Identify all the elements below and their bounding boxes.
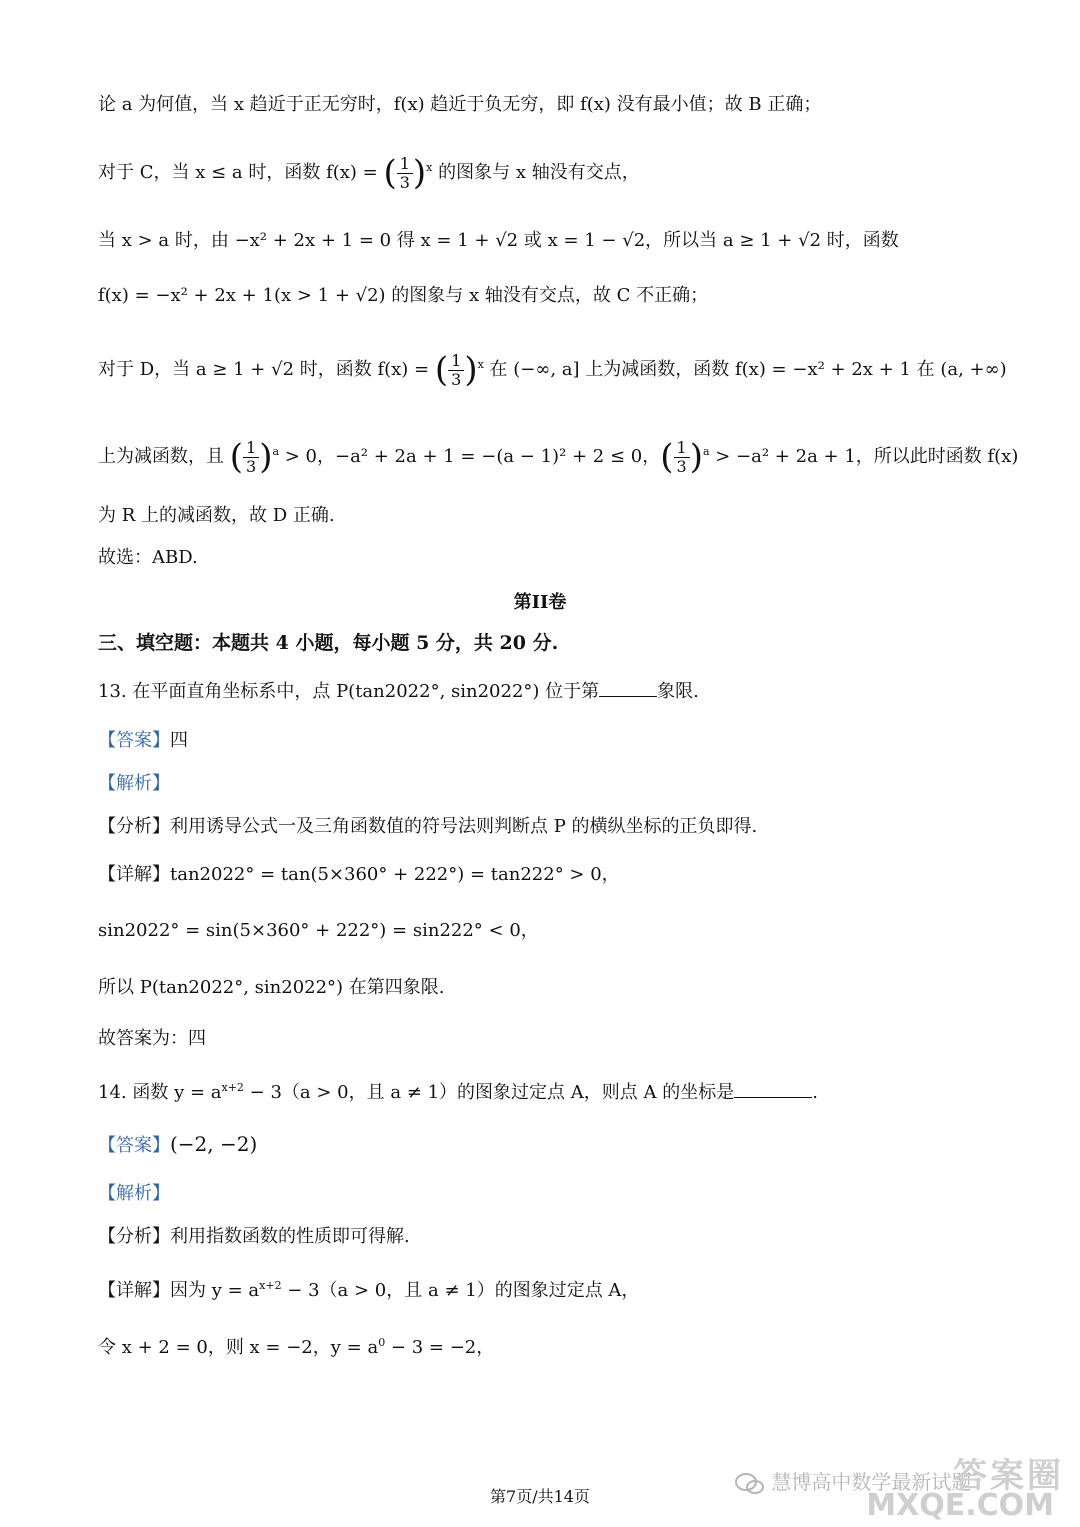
q13-stem: 13. 在平面直角坐标系中，点 P(tan2022°, sin2022°) 位于第 象限. bbox=[98, 678, 699, 705]
line-option-d-conclusion: 为 R 上的减函数，故 D 正确. bbox=[98, 505, 335, 526]
part-heading: 三、填空题：本题共 4 小题，每小题 5 分，共 20 分. bbox=[98, 632, 559, 654]
q13-analysis-label: 【解析】 bbox=[98, 773, 170, 794]
fraction-one-third: $\frac{1}{3}$ bbox=[397, 155, 413, 192]
line-option-c-text-a: 对于 C，当 x ≤ a 时，函数 f(x) = bbox=[98, 162, 384, 183]
page-number: 第7页/共14页 bbox=[490, 1487, 590, 1506]
q13-step1: 【详解】tan2022° = tan(5×360° + 222°) = tan222° > 0， bbox=[98, 864, 620, 885]
fraction-one-third: $\frac{1}{3}$ bbox=[243, 439, 259, 476]
q14-answer: 【答案】(−2, −2) bbox=[98, 1132, 258, 1156]
line-option-d-cont-b: > 0，−a² + 2a + 1 = −(a − 1)² + 2 ≤ 0， bbox=[279, 446, 661, 467]
line-case-x-gt-a: 当 x > a 时，由 −x² + 2x + 1 = 0 得 x = 1 + √2 或 x = 1 − √2，所以当 a ≥ 1 + √2 时，函数 bbox=[98, 230, 899, 251]
q13-step2: sin2022° = sin(5×360° + 222°) = sin222° < 0， bbox=[98, 920, 539, 941]
q14-stem: 14. 函数 $y = a^{x+2} - 3(a > 0$，且 a ≠ 1）的图象过定点 A，则点 A 的坐标是 . bbox=[98, 1081, 818, 1103]
line-option-d-cont-c: > −a² + 2a + 1，所以此时函数 f(x) bbox=[709, 446, 1019, 467]
fraction-one-third: $\frac{1}{3}$ bbox=[448, 352, 464, 389]
line-option-d-text-a: 对于 D，当 a ≥ 1 + √2 时，函数 f(x) = bbox=[98, 359, 435, 380]
line-choice: 故选：ABD. bbox=[98, 547, 198, 568]
line-option-d-text-b: 在 (−∞, a] 上为减函数，函数 f(x) = −x² + 2x + 1 在 (a, +∞) bbox=[483, 359, 1007, 380]
line-option-c: 对于 C，当 x ≤ a 时，函数 f(x) = ( $\frac{1}{3}$ )$^x$ 的图象与 x 轴没有交点， bbox=[98, 153, 640, 193]
wechat-watermark: 慧博高中数学最新试题 bbox=[735, 1466, 971, 1495]
line-option-d-cont: 上为减函数，且 ( $\frac{1}{3}$ )$^a$ > 0，−a² + 2a + 1 = −(a − 1)² + 2 ≤ 0，( $\frac{1}{3}$ )$^a$ > −a² + 2a + 1，所以此时函数 f(x) bbox=[98, 437, 1019, 477]
q13-step3: 所以 P(tan2022°, sin2022°) 在第四象限. bbox=[98, 977, 445, 998]
q14-step2: 令 x + 2 = 0，则 x = −2，$y = a^0 - 3 = -2$， bbox=[98, 1336, 495, 1358]
site-watermark: MXQE.COM bbox=[866, 1488, 1054, 1523]
line-option-c-text-b: 的图象与 x 轴没有交点， bbox=[432, 162, 640, 183]
line-option-d: 对于 D，当 a ≥ 1 + √2 时，函数 f(x) = ( $\frac{1}{3}$ )$^x$ 在 (−∞, a] 上为减函数，函数 f(x) = −x² + 2x + 1 在 (a, +∞) bbox=[98, 350, 1007, 390]
q13-fenxi: 【分析】利用诱导公式一及三角函数值的符号法则判断点 P 的横纵坐标的正负即得. bbox=[98, 816, 758, 837]
line-option-d-cont-a: 上为减函数，且 bbox=[98, 446, 230, 467]
answer-blank bbox=[599, 678, 657, 697]
q14-analysis-label: 【解析】 bbox=[98, 1183, 170, 1204]
q13-final: 故答案为：四 bbox=[98, 1028, 206, 1049]
line-option-b: 论 a 为何值，当 x 趋近于正无穷时，f(x) 趋近于负无穷，即 f(x) 没有最小值；故 B 正确； bbox=[98, 94, 822, 115]
q14-fenxi: 【分析】利用指数函数的性质即可得解. bbox=[98, 1226, 410, 1247]
brand-watermark: 答案圈 bbox=[953, 1456, 1064, 1496]
answer-blank bbox=[734, 1079, 812, 1098]
q13-answer: 【答案】四 bbox=[98, 730, 188, 751]
section-title: 第II卷 bbox=[513, 592, 567, 613]
q14-step1: 【详解】因为 $y = a^{x+2} - 3(a > 0$，且 a ≠ 1）的图象过定点 A， bbox=[98, 1279, 640, 1301]
fraction-one-third: $\frac{1}{3}$ bbox=[674, 439, 690, 476]
line-option-c-conclusion: f(x) = −x² + 2x + 1(x > 1 + √2) 的图象与 x 轴没有交点，故 C 不正确； bbox=[98, 285, 709, 306]
